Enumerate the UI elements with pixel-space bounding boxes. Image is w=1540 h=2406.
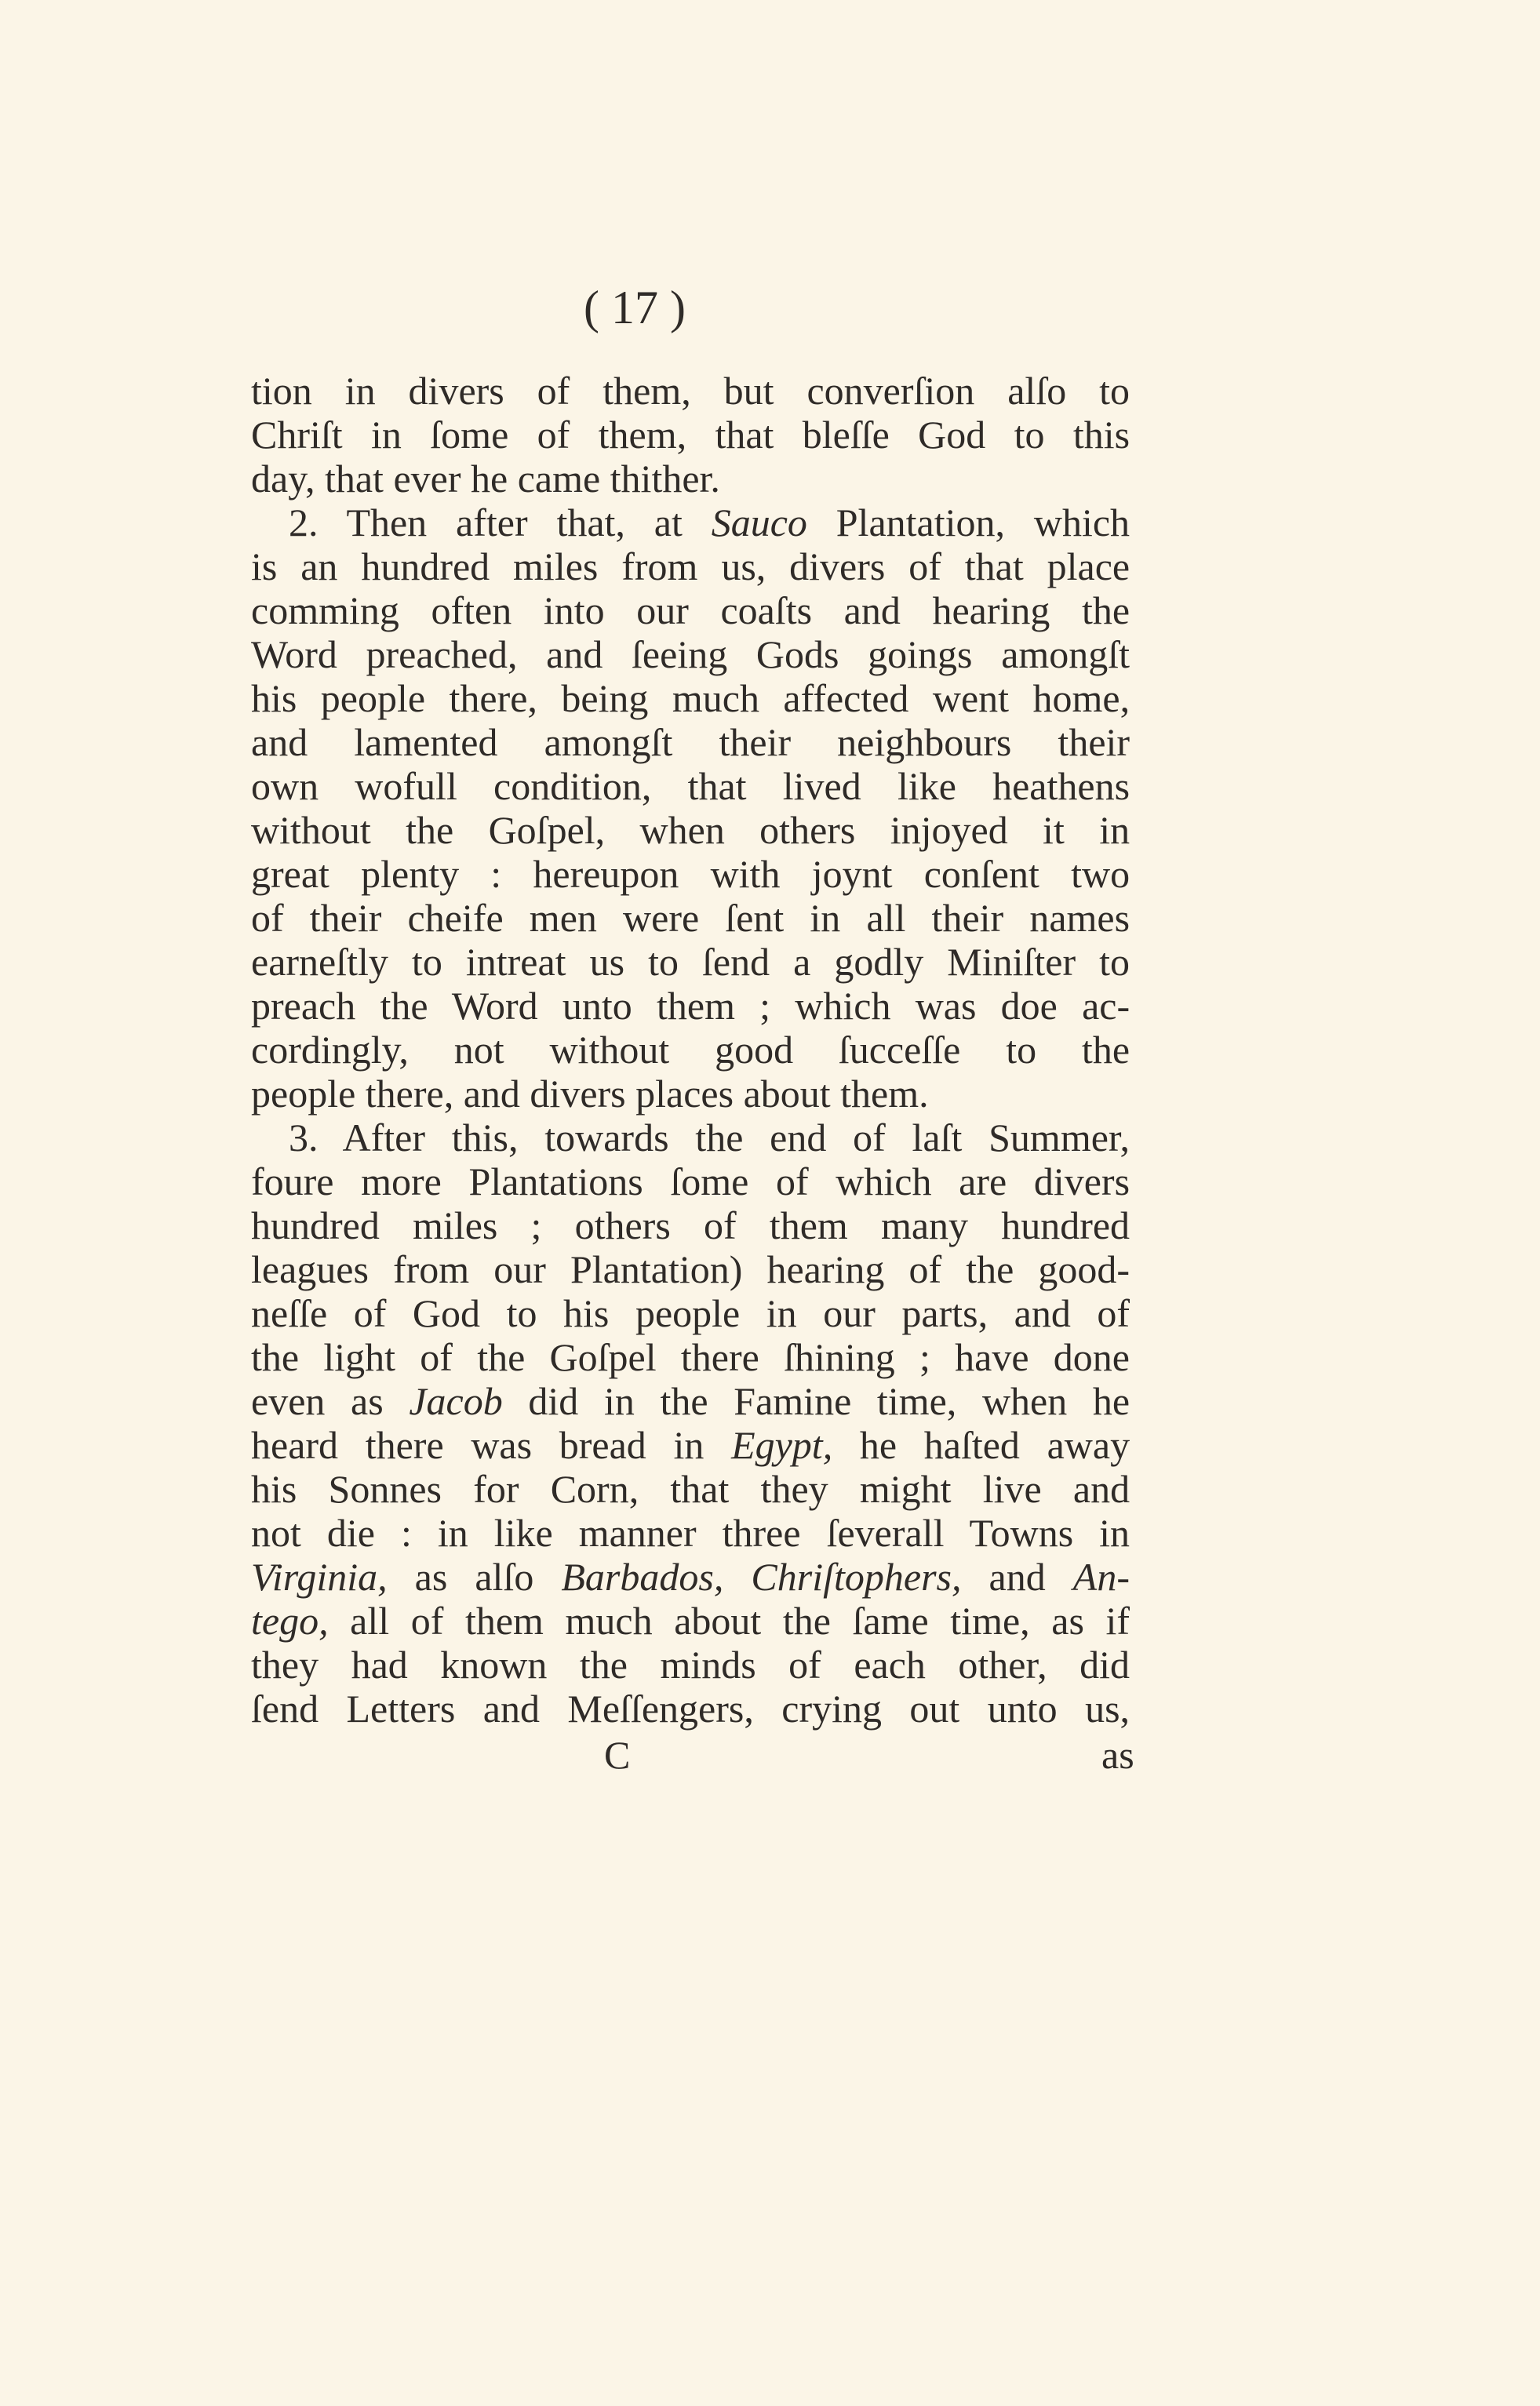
text-line: of their cheife men were ſent in all their names [251,896,1130,940]
body-text [251,369,1130,1731]
text-line: foure more Plantations ſome of which are divers [251,1159,1130,1203]
text-line: not die : in like manner three ſeverall Towns in [251,1511,1130,1555]
text-line: preach the Word unto them ; which was doe ac- [251,984,1130,1028]
text-line: tion in divers of them, but converſion alſo to [251,369,1130,413]
text-line: Word preached, and ſeeing Gods goings amongſt [251,632,1130,676]
text-line: day, that ever he came thither. [251,457,720,500]
text-line: 3. After this, towards the end of laſt Summer, [289,1116,1130,1159]
text-line: neſſe of God to his people in our parts, and of [251,1291,1130,1335]
text-line: even as Jacob did in the Famine time, when he [251,1379,1130,1423]
text-line: cordingly, not without good ſucceſſe to the [251,1028,1130,1072]
signature-mark: C [604,1733,631,1777]
text-line: great plenty : hereupon with joynt conſent two [251,852,1130,896]
page-number-text: ( 17 ) [584,282,686,333]
page-footer [0,1732,1540,1779]
text-line: own wofull condition, that lived like heathens [251,764,1130,808]
catchword: as [1101,1733,1134,1777]
text-line: without the Goſpel, when others injoyed it in [251,808,1130,852]
text-line: hundred miles ; others of them many hundred [251,1203,1130,1247]
text-line: leagues from our Plantation) hearing of the good- [251,1247,1130,1291]
text-line: his people there, being much affected went home, [251,676,1130,720]
text-line: 2. Then after that, at Sauco Plantation, which [289,500,1130,544]
text-line: is an hundred miles from us, divers of that place [251,544,1130,588]
text-line: Virginia, as alſo Barbados, Chriſtophers, and An- [251,1555,1130,1599]
text-line: the light of the Goſpel there ſhining ; have done [251,1335,1130,1379]
text-line: Chriſt in ſome of them, that bleſſe God to this [251,413,1130,457]
text-line: heard there was bread in Egypt, he haſted away [251,1423,1130,1467]
text-line: comming often into our coaſts and hearing the [251,588,1130,632]
text-line: and lamented amongſt their neighbours their [251,720,1130,764]
text-line: people there, and divers places about them. [251,1072,929,1116]
text-line: earneſtly to intreat us to ſend a godly Miniſter to [251,940,1130,984]
text-line: ſend Letters and Meſſengers, crying out unto us, [251,1687,1130,1731]
text-line: his Sonnes for Corn, that they might live and [251,1467,1130,1511]
text-line: they had known the minds of each other, did [251,1643,1130,1687]
text-line: tego, all of them much about the ſame time, as if [251,1599,1130,1643]
